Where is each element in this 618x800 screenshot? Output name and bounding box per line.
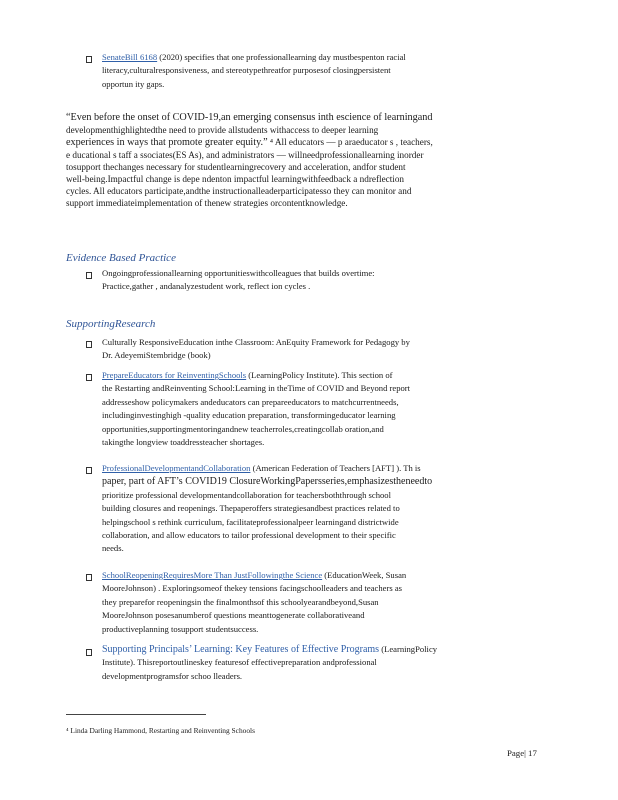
research-item-2: PrepareEducators for ReinventingSchools (LearningPolicy Institute). This section of the Restarting andReinventing School:Learning in theTime of COVID and Beyond report addresseshow policymakers andeducators can prepareeducators to matchcurrentneeds, includinginvestinghigh -quality education preparation, transformingeducator learning opportunities,supportingmentoringandnew teacherroles,creatingcollab oration,and takingthe longview toaddressteacher shortages. <box>102 370 411 448</box>
bullet-marker <box>86 56 92 63</box>
senate-bill-link[interactable]: SenateBill 6168 <box>102 52 158 62</box>
evidence-heading: Evidence Based Practice <box>66 252 176 264</box>
bullet-marker <box>86 574 92 581</box>
supporting-research-heading: SupportingResearch <box>66 318 156 330</box>
professional-development-link[interactable]: ProfessionalDevelopmentandCollaboration <box>102 463 251 473</box>
bullet-marker <box>86 467 92 474</box>
quote-paragraph: “Even before the onset of COVID-19,an emerging consensus inth escience of learningand developmenthighlightedthe need to provide allstudents withaccess to deeper learning experiences in ways that promote greater equity.” ⁴ All educators — p araeducator s , teachers, e ducational s taff a ssociates(ES As), and administrators — willneedprofessionallearning inorder tosupport thechanges necessary for studentlearningrecovery and acceleration, andfor student well-being.Impactful change is depe ndenton impactful learningwithfeedback a ndreflection cycles. All educators participate,andthe instructionalleaderparticipatesso they can monitor and support immediateimplementation of thenew strategies orcontentknowledge. <box>66 112 433 208</box>
bullet-marker <box>86 374 92 381</box>
research-item-1: Culturally ResponsiveEducation inthe Classroom: AnEquity Framework for Pedagogy by Dr. AdeyemiStembridge (book) <box>102 337 410 361</box>
bullet-marker <box>86 272 92 279</box>
footnote: ⁴ Linda Darling Hammond, Restarting and Reinventing Schools <box>66 726 255 735</box>
supporting-principals-link[interactable]: Supporting Principals’ Learning: Key Features of Effective Programs <box>102 644 380 655</box>
school-reopening-link[interactable]: SchoolReopeningRequiresMore Than JustFollowingthe Science <box>102 570 323 580</box>
bullet-marker <box>86 649 92 656</box>
intro-bullet-text: SenateBill 6168 (2020) specifies that one professionallearning day mustbespenton racial literacy,culturalresponsiveness, and stereotypethreatfor purposesof closingpersistent opportun ity gaps. <box>102 52 406 89</box>
research-item-4: SchoolReopeningRequiresMore Than JustFollowingthe Science (EducationWeek, Susan MooreJohnson) . Exploringsomeof thekey tensions facingschoolleaders and teachers as they preparefor reopeningsin the finalmonthsof this schoolyearandbeyond,Susan MooreJohnson posesanumberof questions meanttogenerate collaborativeand productiveplanning tosupport studentsuccess. <box>102 570 407 634</box>
footnote-separator <box>66 714 206 715</box>
evidence-bullet-text: Ongoingprofessionallearning opportunitieswithcolleagues that builds overtime: Practice,gather , andanalyzestudent work, reflect ion cycles . <box>102 268 375 292</box>
prepare-educators-link[interactable]: PrepareEducators for ReinventingSchools <box>102 370 247 380</box>
bullet-marker <box>86 341 92 348</box>
research-item-3: ProfessionalDevelopmentandCollaboration (American Federation of Teachers [AFT] ). Th is paper, part of AFT’s COVID19 ClosureWorkingPapersseries,emphasizestheneedto prioritize professional developmentandcollaboration for teachersboththrough school building closures and reopenings. Thepaperoffers strategiesandbest practices related to helpingschool s rethink curriculum, facilitateprofessionalpeer learningand districtwide collaboration, and allow educators to tailor professional development to their specific needs. <box>102 463 433 554</box>
page-number: Page| 17 <box>507 748 537 758</box>
research-item-5: Supporting Principals’ Learning: Key Features of Effective Programs (LearningPolicy Institute). Thisreportoutlineskey featuresof effectivepreparation andprofessional developmentprogramsfor schoo lleaders. <box>102 644 438 681</box>
